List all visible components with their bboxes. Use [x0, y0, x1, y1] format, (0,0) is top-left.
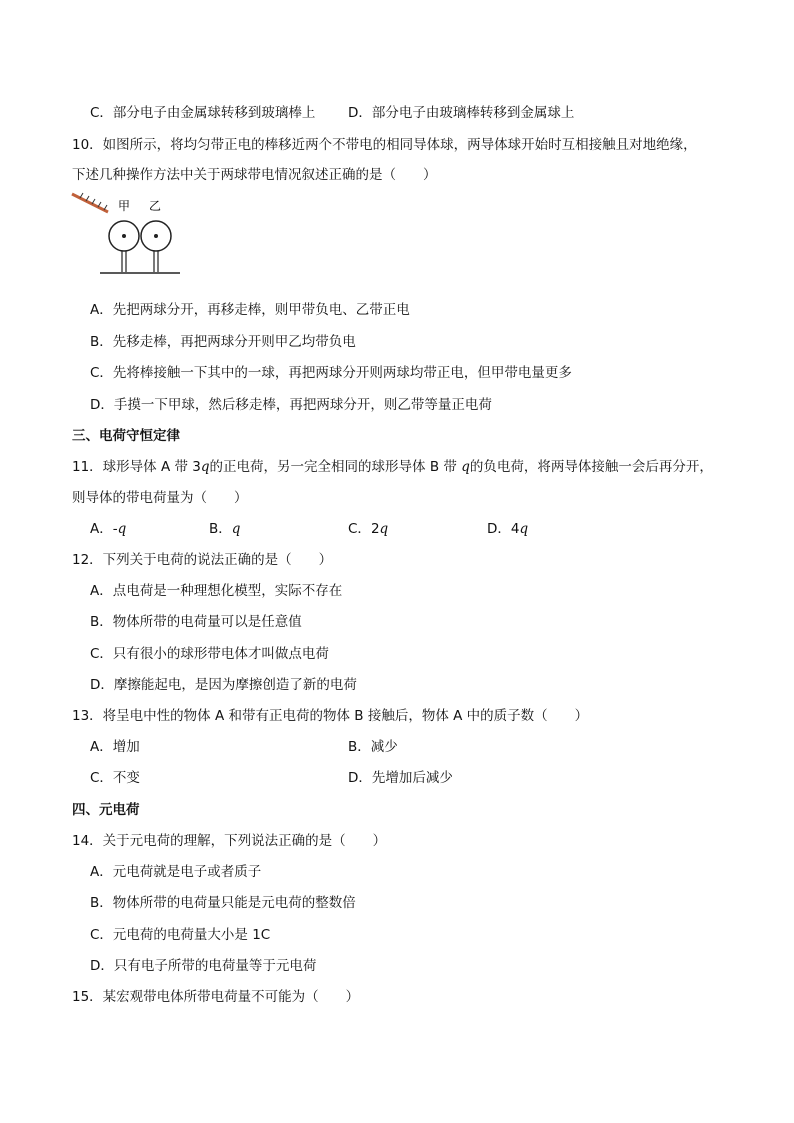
q12-stem: 12．下列关于电荷的说法正确的是（ ） [72, 552, 333, 568]
q14-stem: 14．关于元电荷的理解，下列说法正确的是（ ） [72, 833, 387, 849]
sphere-jia [109, 221, 139, 272]
q13-stem: 13．将呈电中性的物体 A 和带有正电荷的物体 B 接触后，物体 A 中的质子数（ ） [72, 708, 589, 724]
q10-option-a: A．先把两球分开，再移走棒，则甲带负电、乙带正电 [90, 302, 410, 318]
sphere-yi [141, 221, 171, 272]
q14-option-b: B．物体所带的电荷量只能是元电荷的整数倍 [90, 895, 356, 911]
q10-option-b: B．先移走棒，再把两球分开则甲乙均带负电 [90, 334, 356, 350]
q12-option-b: B．物体所带的电荷量可以是任意值 [90, 614, 302, 630]
q10-figure [70, 192, 180, 284]
section-3-title: 三、电荷守恒定律 [72, 428, 180, 444]
label-jia: 甲 [118, 199, 131, 213]
q14-option-c: C．元电荷的电荷量大小是 1C [90, 927, 271, 943]
q10-stem-line1: 10．如图所示，将均匀带正电的棒移近两个不带电的相同导体球，两导体球开始时互相接触且对地绝缘， [72, 137, 697, 153]
q11-option-a: A．-q [90, 521, 127, 537]
q11-option-b: B．q [209, 521, 241, 537]
q11-option-d: D．4q [487, 521, 529, 537]
q13-option-a: A．增加 [90, 739, 140, 755]
q15-stem: 15．某宏观带电体所带电荷量不可能为（ ） [72, 989, 360, 1005]
q13-option-b: B．减少 [348, 739, 398, 755]
q9-option-c: C．部分电子由金属球转移到玻璃棒上 [90, 105, 316, 121]
q11-stem-line2: 则导体的带电荷量为（ ） [72, 490, 248, 506]
q12-option-a: A．点电荷是一种理想化模型，实际不存在 [90, 583, 343, 599]
q14-option-a: A．元电荷就是电子或者质子 [90, 864, 262, 880]
q13-option-d: D．先增加后减少 [348, 770, 453, 786]
q11-option-c: C．2q [348, 521, 389, 537]
charged-rod [72, 193, 108, 212]
q13-option-c: C．不变 [90, 770, 140, 786]
q9-option-d: D．部分电子由玻璃棒转移到金属球上 [348, 105, 575, 121]
label-yi: 乙 [149, 199, 162, 213]
q10-option-c: C．先将棒接触一下其中的一球，再把两球分开则两球均带正电，但甲带电量更多 [90, 365, 572, 381]
q10-stem-line2: 下述几种操作方法中关于两球带电情况叙述正确的是（ ） [72, 167, 437, 183]
q11-stem-line1: 11．球形导体 A 带 3q的正电荷，另一完全相同的球形导体 B 带 q的负电荷，将两导体接触一会后再分开， [72, 459, 713, 475]
q14-option-d: D．只有电子所带的电荷量等于元电荷 [90, 958, 317, 974]
q10-option-d: D．手摸一下甲球，然后移走棒，再把两球分开，则乙带等量正电荷 [90, 397, 492, 413]
section-4-title: 四、元电荷 [72, 802, 140, 818]
q12-option-c: C．只有很小的球形带电体才叫做点电荷 [90, 646, 329, 662]
q12-option-d: D．摩擦能起电，是因为摩擦创造了新的电荷 [90, 677, 357, 693]
